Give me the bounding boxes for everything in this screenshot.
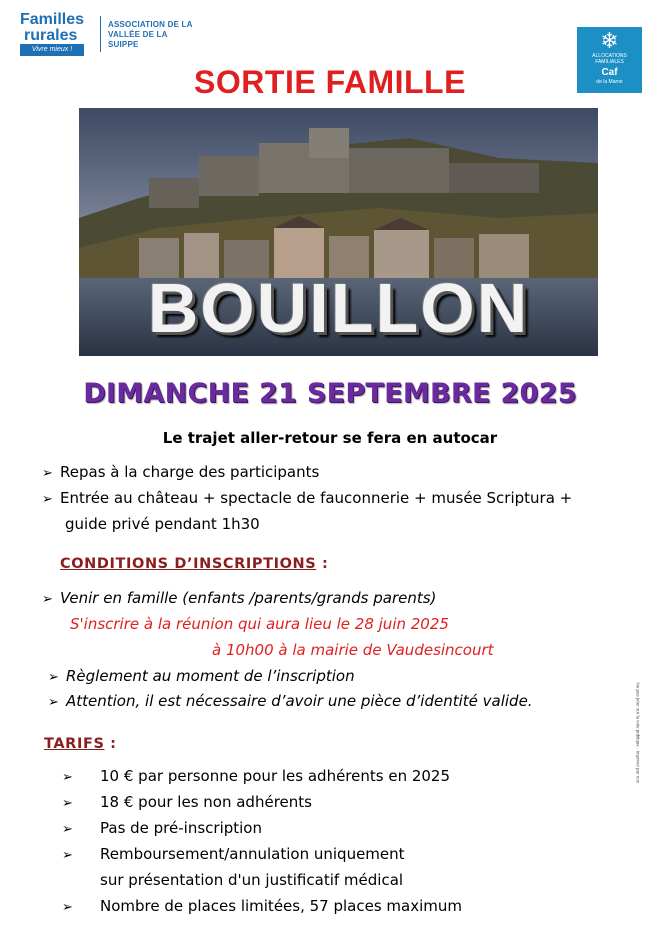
familles-rurales-logo — [18, 8, 198, 58]
tarif-item — [62, 818, 262, 840]
association-line-2: VALLÉE DE LA SUIPPE — [108, 30, 168, 49]
condition-item — [48, 691, 533, 713]
photo-caption: BOUILLON — [147, 269, 530, 347]
activity-item — [42, 462, 319, 484]
transport-info: Le trajet aller-retour se fera en autocar — [162, 429, 498, 447]
arrow-bullet-icon: ➢ — [42, 466, 53, 481]
tarif-item — [62, 896, 462, 918]
side-note-text: Ne pas jeter sur la voie publique - imprimé par nos — [635, 682, 641, 784]
tarif-text: Pas de pré-inscription — [100, 819, 262, 837]
condition-item — [42, 588, 436, 610]
condition-meeting-line-2: à 10h00 à la mairie de Vaudesincourt — [212, 641, 494, 659]
condition-text: Venir en famille (enfants /parents/grands parents) — [60, 589, 437, 607]
logo-separator — [100, 16, 101, 52]
tarifs-heading-text: TARIFS — [44, 736, 105, 752]
tarif-continuation: sur présentation d'un justificatif médical — [100, 871, 404, 889]
caf-line-1: ALLOCATIONS — [592, 53, 627, 59]
conditions-colon: : — [316, 556, 329, 572]
arrow-bullet-icon: ➢ — [62, 848, 73, 863]
caf-name: Caf — [601, 67, 618, 78]
arrow-bullet-icon: ➢ — [62, 900, 73, 915]
tarif-text: 18 € pour les non adhérents — [100, 793, 312, 811]
castle-photo — [79, 108, 598, 356]
tarif-text: Nombre de places limitées, 57 places maximum — [100, 897, 462, 915]
page-title: SORTIE FAMILLE — [194, 64, 466, 100]
logo-slogan: Vivre mieux ! — [20, 44, 84, 56]
snowflake-icon: ❄ — [600, 28, 619, 53]
tarif-item — [62, 766, 450, 788]
association-line-1: ASSOCIATION DE LA — [108, 20, 193, 29]
tarifs-heading — [44, 734, 117, 754]
association-name — [108, 20, 198, 50]
tarif-text: Remboursement/annulation uniquement — [100, 845, 405, 863]
conditions-heading-text: CONDITIONS D’INSCRIPTIONS — [60, 556, 317, 572]
activity-text: Repas à la charge des participants — [60, 463, 320, 481]
logo-word-rurales: rurales — [24, 27, 78, 44]
tarif-item — [62, 844, 405, 866]
activity-text: Entrée au château + spectacle de fauconnerie + musée Scriptura + — [60, 489, 573, 507]
tarif-text: 10 € par personne pour les adhérents en 2025 — [100, 767, 451, 785]
side-note — [628, 682, 641, 830]
logo-word-familles: Familles — [20, 11, 85, 28]
arrow-bullet-icon: ➢ — [42, 592, 53, 607]
arrow-bullet-icon: ➢ — [48, 670, 59, 685]
activity-item — [42, 488, 572, 510]
arrow-bullet-icon: ➢ — [48, 695, 59, 710]
arrow-bullet-icon: ➢ — [62, 822, 73, 837]
caf-line-2: FAMILIALES — [595, 59, 624, 65]
arrow-bullet-icon: ➢ — [62, 796, 73, 811]
arrow-bullet-icon: ➢ — [42, 492, 53, 507]
condition-text: Attention, il est nécessaire d’avoir une pièce d’identité valide. — [66, 692, 533, 710]
conditions-heading — [60, 554, 328, 574]
tarif-item — [62, 792, 312, 814]
activity-continuation: guide privé pendant 1h30 — [65, 515, 260, 533]
condition-item — [48, 666, 355, 688]
condition-text: Règlement au moment de l’inscription — [66, 667, 355, 685]
event-date: DIMANCHE 21 SEPTEMBRE 2025 — [83, 378, 577, 409]
condition-meeting-line-1: S'inscrire à la réunion qui aura lieu le 28 juin 2025 — [70, 615, 449, 633]
tarifs-colon: : — [104, 736, 117, 752]
caf-sub: de la Marne — [596, 79, 623, 85]
arrow-bullet-icon: ➢ — [62, 770, 73, 785]
